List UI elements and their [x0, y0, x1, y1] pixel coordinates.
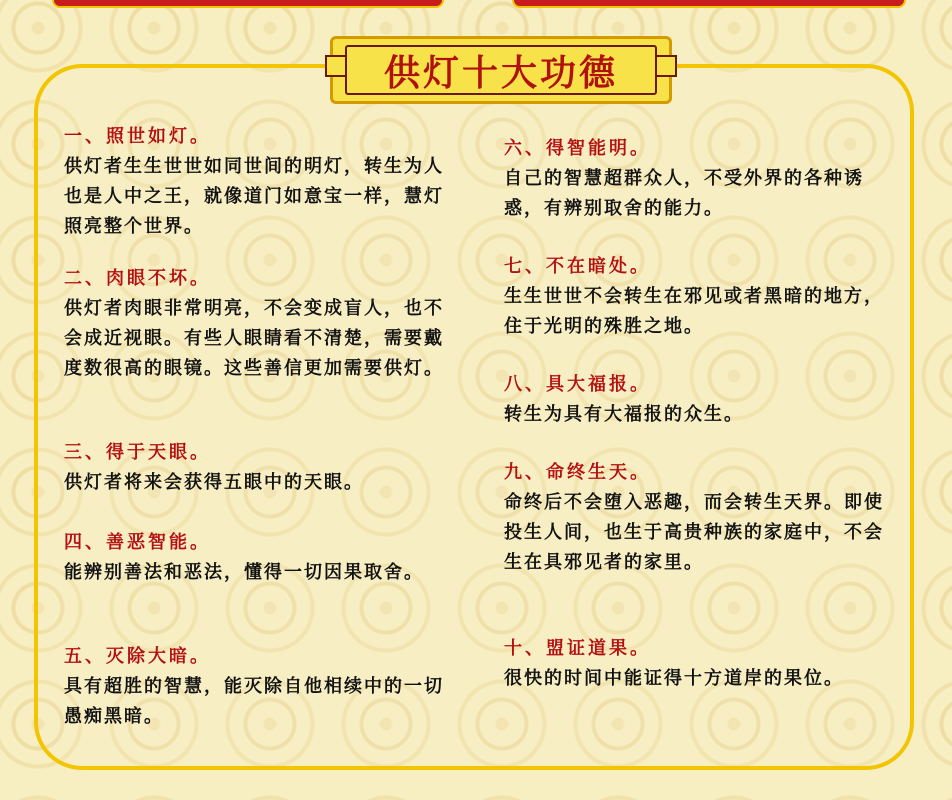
merit-heading: 八、具大福报。: [504, 374, 651, 395]
merit-item-1: [64, 124, 454, 242]
merit-heading: 十、盟证道果。: [504, 638, 651, 659]
merit-item-6: [504, 136, 894, 224]
merit-heading: 三、得于天眼。: [64, 442, 211, 463]
merit-heading: 一、照世如灯。: [64, 126, 211, 147]
merit-item-5: [64, 644, 454, 732]
title-frame: [345, 45, 657, 95]
merit-item-4: [64, 530, 454, 588]
top-banner-right-edge: [512, 0, 906, 8]
merit-item-9: [504, 460, 894, 578]
title-plaque: [330, 36, 672, 104]
merit-text: 生生世世不会转生在邪见或者黑暗的地方，住于光明的殊胜之地。: [504, 286, 884, 337]
merit-text: 供灯者将来会获得五眼中的天眼。: [64, 472, 364, 493]
merit-text: 转生为具有大福报的众生。: [504, 404, 744, 425]
merit-heading: 五、灭除大暗。: [64, 646, 211, 667]
plaque-corner-ornament: [325, 55, 347, 77]
merit-text: 供灯者肉眼非常明亮，不会变成盲人，也不会成近视眼。有些人眼睛看不清楚，需要戴度数很高的眼镜。这些善信更加需要供灯。: [64, 298, 444, 379]
merit-text: 命终后不会堕入恶趣，而会转生天界。即使投生人间，也生于高贵种族的家庭中，不会生在具邪见者的家里。: [504, 492, 884, 573]
merit-heading: 九、命终生天。: [504, 462, 651, 483]
merit-item-7: [504, 254, 894, 342]
merit-text: 供灯者生生世世如同世间的明灯，转生为人也是人中之王，就像道门如意宝一样，慧灯照亮整个世界。: [64, 156, 444, 237]
merit-heading: 二、肉眼不坏。: [64, 268, 211, 289]
merit-heading: 七、不在暗处。: [504, 256, 651, 277]
page-title: 供灯十大功德: [383, 51, 618, 94]
merit-text: 很快的时间中能证得十方道岸的果位。: [504, 668, 844, 689]
merit-item-3: [64, 440, 454, 498]
merit-heading: 六、得智能明。: [504, 138, 651, 159]
merit-text: 具有超胜的智慧，能灭除自他相续中的一切愚痴黑暗。: [64, 676, 444, 727]
merit-text: 自己的智慧超群众人，不受外界的各种诱惑，有辨别取舍的能力。: [504, 168, 864, 219]
merit-item-2: [64, 266, 454, 384]
merit-text: 能辨别善法和恶法，懂得一切因果取舍。: [64, 562, 424, 583]
merit-item-8: [504, 372, 894, 430]
top-banner-left-edge: [52, 0, 444, 8]
plaque-corner-ornament: [655, 55, 677, 77]
merit-heading: 四、善恶智能。: [64, 532, 211, 553]
merit-item-10: [504, 636, 894, 694]
